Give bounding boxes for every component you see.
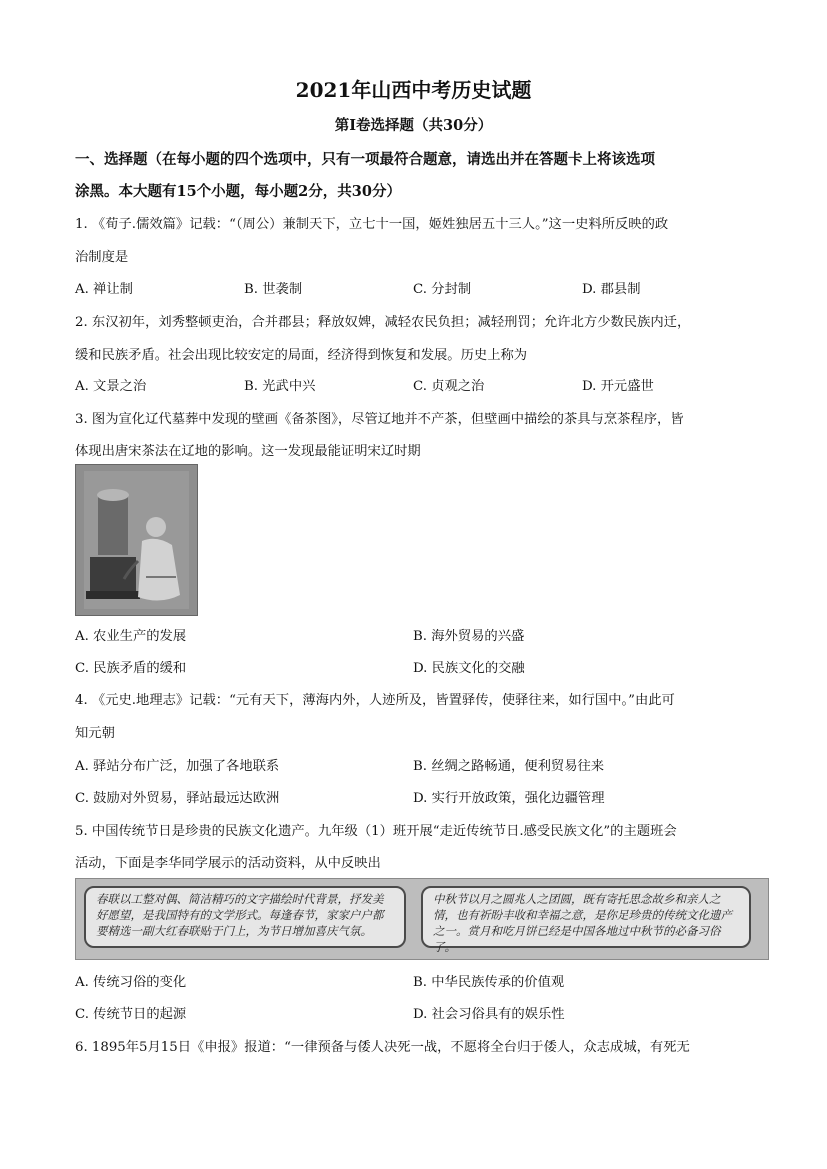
q4-option-a: A. 驿站分布广泛，加强了各地联系: [75, 759, 280, 774]
section-title: 第I卷选择题（共30分）: [334, 117, 493, 134]
q5-option-c: C. 传统节日的起源: [75, 1007, 187, 1022]
q3-option-d: D. 民族文化的交融: [413, 661, 525, 676]
q3-stem-line-2: 体现出唐宋茶法在辽地的影响。这一发现最能证明宋辽时期: [75, 444, 421, 459]
q3-option-a: A. 农业生产的发展: [75, 629, 187, 644]
exam-title: 2021年山西中考历史试题: [295, 78, 532, 102]
q1-stem-line-1: 1. 《荀子.儒效篇》记载：“（周公）兼制天下，立七十一国，姬姓独居五十三人。”这一史料所反映的政: [75, 217, 669, 232]
q2-option-a: A. 文景之治: [75, 379, 147, 394]
q4-option-d: D. 实行开放政策，强化边疆管理: [413, 791, 605, 806]
q2-option-b: B. 光武中兴: [244, 379, 316, 394]
q1-stem-line-2: 治制度是: [75, 250, 129, 265]
instructions-line-1: 一、选择题（在每小题的四个选项中，只有一项最符合题意，请选出并在答题卡上将该选项: [75, 151, 655, 168]
mural-painting-image: [75, 464, 198, 616]
q1-option-b: B. 世袭制: [244, 282, 303, 297]
tea-mural-drawing: [76, 465, 197, 615]
q2-option-c: C. 贞观之治: [413, 379, 485, 394]
q4-stem-line-2: 知元朝: [75, 726, 115, 741]
q2-stem-line-1: 2. 东汉初年，刘秀整顿吏治，合并郡县；释放奴婢，减轻农民负担；减轻刑罚；允许北方少数民族内迁，: [75, 315, 691, 330]
q6-stem-line-1: 6. 1895年5月15日《申报》报道：“一律预备与倭人决死一战，不愿将全台归于倭人，众志成城，有死无: [75, 1040, 690, 1055]
q5-option-d: D. 社会习俗具有的娱乐性: [413, 1007, 565, 1022]
q3-option-c: C. 民族矛盾的缓和: [75, 661, 187, 676]
q4-stem-line-1: 4. 《元史.地理志》记载：“元有天下，薄海内外，人迹所及，皆置驿传，使驿往来，如行国中。”由此可: [75, 693, 675, 708]
mid-autumn-card: 中秋节以月之圆兆人之团圆，既有寄托思念故乡和亲人之情，也有祈盼丰收和幸福之意，是你足珍贵的传统文化遗产之一。赏月和吃月饼已经是中国各地过中秋节的必备习俗了。: [421, 886, 751, 948]
q5-stem-line-2: 活动，下面是李华同学展示的活动资料，从中反映出: [75, 856, 381, 871]
spring-couplets-card: 春联以工整对偶、简洁精巧的文字描绘时代背景，抒发美好愿望，是我国特有的文学形式。每逢春节，家家户户都要精选一副大红春联贴于门上，为节日增加喜庆气氛。: [84, 886, 406, 948]
q1-option-a: A. 禅让制: [75, 282, 133, 297]
festival-material-panel: [75, 878, 769, 960]
q5-stem-line-1: 5. 中国传统节日是珍贵的民族文化遗产。九年级（1）班开展“走近传统节日.感受民族文化”的主题班会: [75, 824, 677, 839]
q1-option-c: C. 分封制: [413, 282, 472, 297]
q3-option-b: B. 海外贸易的兴盛: [413, 629, 525, 644]
q4-option-c: C. 鼓励对外贸易，驿站最远达欧洲: [75, 791, 280, 806]
q3-stem-line-1: 3. 图为宣化辽代墓葬中发现的壁画《备茶图》，尽管辽地并不产茶，但壁画中描绘的茶具与烹茶程序，皆: [75, 412, 684, 427]
q4-option-b: B. 丝绸之路畅通，便利贸易往来: [413, 759, 605, 774]
q2-option-d: D. 开元盛世: [582, 379, 654, 394]
q5-option-a: A. 传统习俗的变化: [75, 975, 187, 990]
q2-stem-line-2: 缓和民族矛盾。社会出现比较安定的局面，经济得到恢复和发展。历史上称为: [75, 348, 528, 363]
instructions-line-2: 涂黑。本大题有15个小题，每小题2分，共30分）: [75, 183, 401, 200]
q5-option-b: B. 中华民族传承的价值观: [413, 975, 565, 990]
q1-option-d: D. 郡县制: [582, 282, 641, 297]
